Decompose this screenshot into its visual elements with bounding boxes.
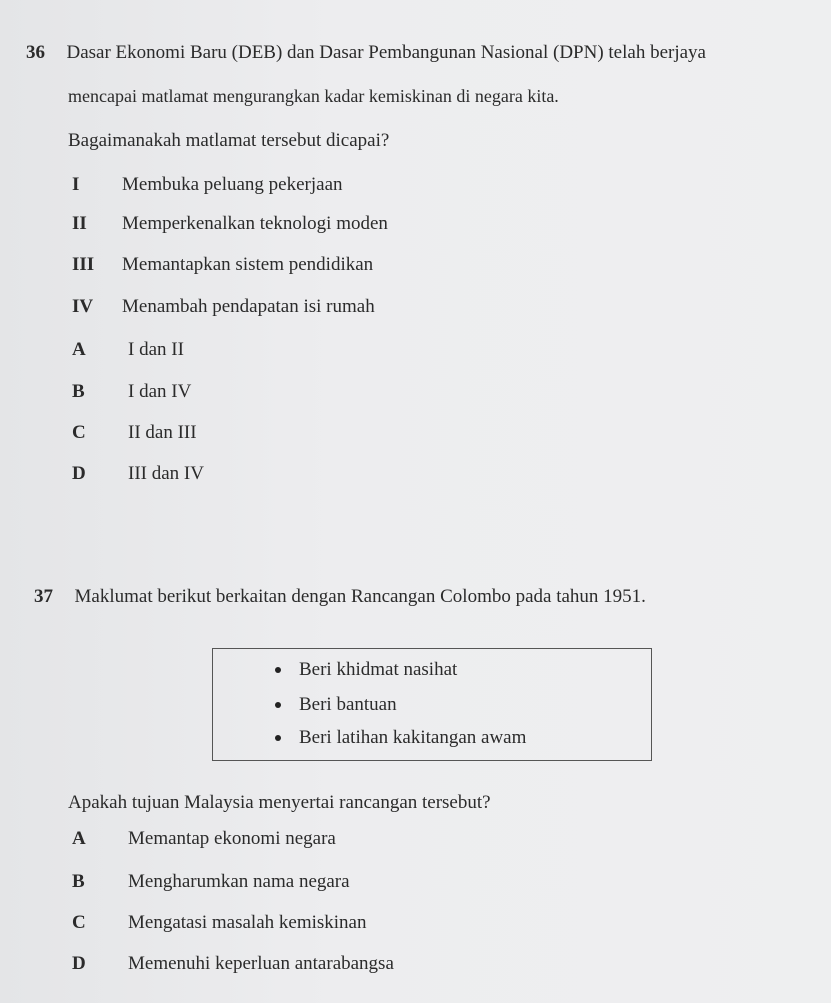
option-text: Memantap ekonomi negara <box>128 828 336 849</box>
question-36-line2: mencapai matlamat mengurangkan kadar kemiskinan di negara kita. <box>68 86 559 106</box>
info-list-item <box>299 727 526 749</box>
info-box <box>212 648 652 761</box>
statement-text: Memperkenalkan teknologi moden <box>122 213 388 234</box>
answer-option-b[interactable] <box>72 871 350 893</box>
question-36-line1 <box>26 42 706 64</box>
statement-item <box>72 213 388 235</box>
statement-roman: III <box>72 254 95 275</box>
info-item-text: Beri bantuan <box>299 694 397 715</box>
bullet-icon <box>275 735 281 741</box>
question-number: 37 <box>34 586 53 607</box>
info-item-text: Beri latihan kakitangan awam <box>299 727 527 748</box>
answer-option-a[interactable] <box>72 339 184 361</box>
option-text: Mengharumkan nama negara <box>128 871 350 892</box>
question-text: Maklumat berikut berkaitan dengan Rancangan Colombo pada tahun 1951. <box>74 586 646 607</box>
option-letter: C <box>72 422 86 443</box>
answer-option-c[interactable] <box>72 422 197 444</box>
answer-option-b[interactable] <box>72 381 191 403</box>
statement-text: Menambah pendapatan isi rumah <box>122 296 375 317</box>
bullet-icon <box>275 667 281 673</box>
option-text: I dan II <box>128 339 184 360</box>
option-text: II dan III <box>128 422 197 443</box>
question-number: 36 <box>26 42 45 63</box>
option-letter: A <box>72 339 86 360</box>
option-letter: A <box>72 828 86 849</box>
question-36-prompt: Bagaimanakah matlamat tersebut dicapai? <box>68 130 390 151</box>
info-list-item <box>299 694 397 716</box>
bullet-icon <box>275 702 281 708</box>
statement-text: Memantapkan sistem pendidikan <box>122 254 374 275</box>
option-letter: C <box>72 912 86 933</box>
statement-text: Membuka peluang pekerjaan <box>122 174 343 195</box>
statement-item <box>72 174 343 196</box>
option-letter: B <box>72 381 85 402</box>
statement-item <box>72 296 375 318</box>
answer-option-a[interactable] <box>72 828 336 850</box>
option-letter: D <box>72 463 86 484</box>
answer-option-d[interactable] <box>72 463 204 485</box>
question-37-line1 <box>34 586 646 608</box>
option-text: Memenuhi keperluan antarabangsa <box>128 953 394 974</box>
option-letter: B <box>72 871 85 892</box>
option-text: I dan IV <box>128 381 192 402</box>
option-text: III dan IV <box>128 463 204 484</box>
info-item-text: Beri khidmat nasihat <box>299 659 458 680</box>
answer-option-c[interactable] <box>72 912 367 934</box>
statement-roman: I <box>72 174 80 195</box>
question-37-prompt: Apakah tujuan Malaysia menyertai rancangan tersebut? <box>68 792 491 813</box>
statement-item <box>72 254 373 276</box>
option-letter: D <box>72 953 86 974</box>
option-text: Mengatasi masalah kemiskinan <box>128 912 367 933</box>
info-list-item <box>299 659 457 681</box>
statement-roman: II <box>72 213 87 234</box>
statement-roman: IV <box>72 296 94 317</box>
answer-option-d[interactable] <box>72 953 394 975</box>
question-text: Dasar Ekonomi Baru (DEB) dan Dasar Pembangunan Nasional (DPN) telah berjaya <box>66 42 706 63</box>
